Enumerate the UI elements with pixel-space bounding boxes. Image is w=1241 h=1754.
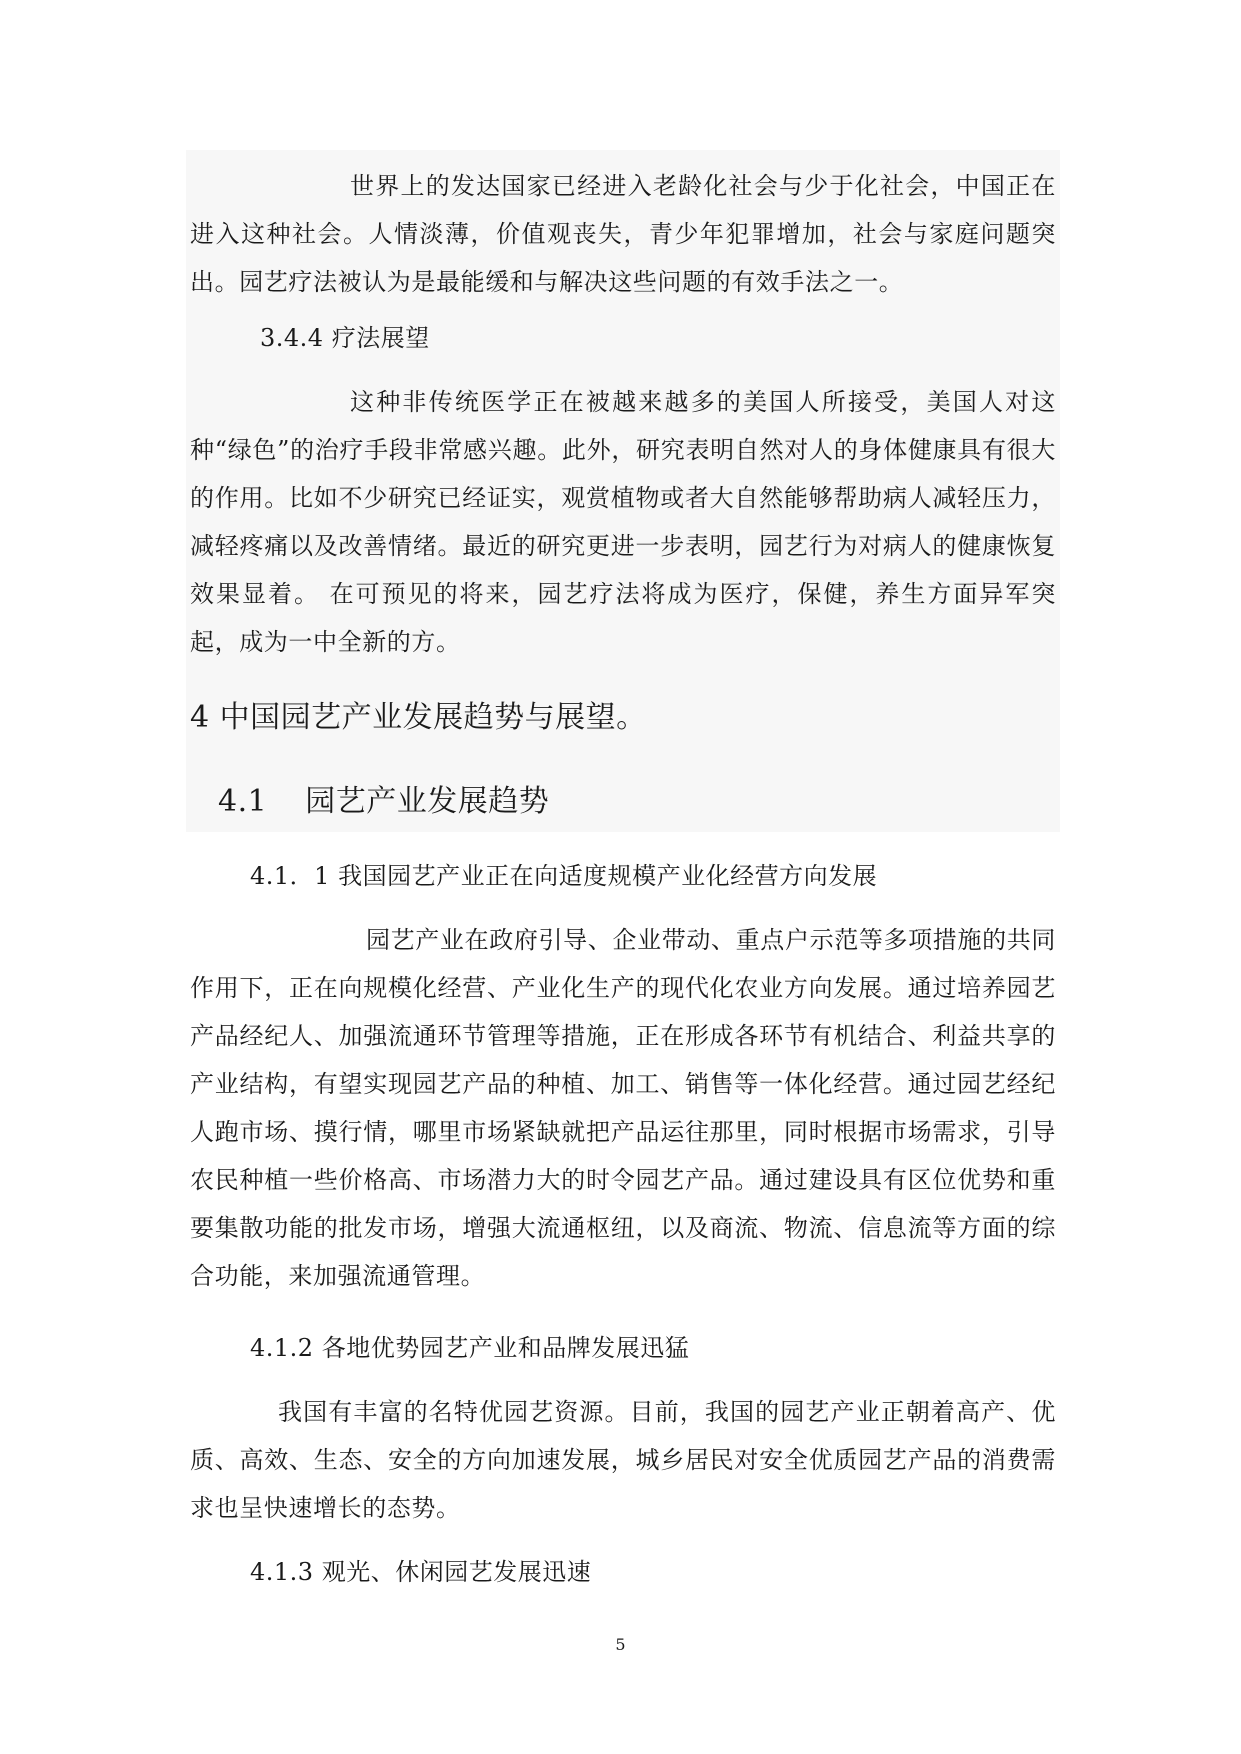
heading-4-1-number: 4.1: [218, 784, 268, 819]
heading-4-1-2: 4.1.2 各地优势园艺产业和品牌发展迅猛: [250, 1334, 690, 1362]
heading-4-1: [218, 782, 549, 822]
page-number: 5: [615, 1635, 626, 1654]
paragraph-aging-society: 世界上的发达国家已经进入老龄化社会与少于化社会，中国正在进入这种社会。人情淡薄，价值观丧失，青少年犯罪增加，社会与家庭问题突出。园艺疗法被认为是最能缓和与解决这些问题的有效手法之一。: [190, 172, 1056, 296]
heading-4-1-1: 4.1．1 我国园艺产业正在向适度规模产业化经营方向发展: [250, 862, 878, 890]
heading-4-1-3: 4.1.3 观光、休闲园艺发展迅速: [250, 1558, 592, 1586]
heading-4: 4 中国园艺产业发展趋势与展望。: [190, 700, 647, 735]
paragraph-industrialization: 园艺产业在政府引导、企业带动、重点户示范等多项措施的共同作用下，正在向规模化经营、产业化生产的现代化农业方向发展。通过培养园艺产品经纪人、加强流通环节管理等措施，正在形成各环节有机结合、利益共享的产业结构，有望实现园艺产品的种植、加工、销售等一体化经营。通过园艺经纪人跑市场、摸行情，哪里市场紧缺就把产品运往那里，同时根据市场需求，引导农民种植一些价格高、市场潜力大的时令园艺产品。通过建设具有区位优势和重要集散功能的批发市场，增强大流通枢纽，以及商流、物流、信息流等方面的综合功能，来加强流通管理。: [190, 926, 1056, 1290]
heading-3-4-4: 3.4.4 疗法展望: [260, 324, 430, 352]
paragraph-therapy-outlook: 这种非传统医学正在被越来越多的美国人所接受，美国人对这种“绿色”的治疗手段非常感兴趣。此外，研究表明自然对人的身体健康具有很大的作用。比如不少研究已经证实，观赏植物或者大自然能够帮助病人减轻压力，减轻疼痛以及改善情绪。最近的研究更进一步表明，园艺行为对病人的健康恢复效果显着。 在可预见的将来，园艺疗法将成为医疗，保健，养生方面异军突起，成为一中全新的方。: [190, 388, 1056, 656]
heading-4-1-title: 园艺产业发展趋势: [305, 784, 550, 819]
paragraph-brands: 我国有丰富的名特优园艺资源。目前，我国的园艺产业正朝着高产、优质、高效、生态、安全的方向加速发展，城乡居民对安全优质园艺产品的消费需求也呈快速增长的态势。: [190, 1398, 1056, 1522]
